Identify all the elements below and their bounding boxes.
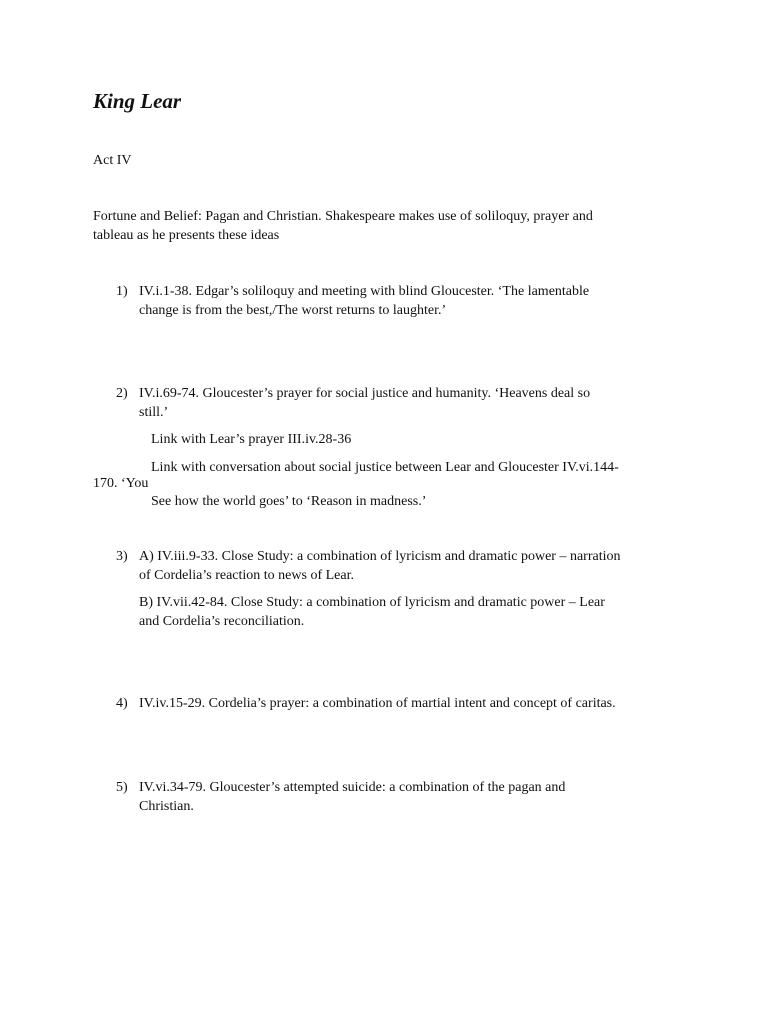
list-text-line: still.’	[139, 405, 169, 420]
link-note-line: 170. ‘You	[93, 476, 149, 491]
list-number: 4)	[116, 696, 128, 711]
act-heading: Act IV	[93, 153, 132, 168]
intro-line-1: Fortune and Belief: Pagan and Christian. Shakespeare makes use of soliloquy, prayer and	[93, 209, 593, 224]
list-text-line: of Cordelia’s reaction to news of Lear.	[139, 568, 354, 583]
list-text-line: and Cordelia’s reconciliation.	[139, 614, 305, 629]
list-text-line: IV.i.1-38. Edgar’s soliloquy and meeting with blind Gloucester. ‘The lamentable	[139, 284, 590, 299]
link-note: Link with Lear’s prayer III.iv.28-36	[151, 432, 352, 447]
document-title: King Lear	[93, 89, 182, 113]
list-text-line: change is from the best,/The worst returns to laughter.’	[139, 303, 447, 318]
list-number: 3)	[116, 549, 128, 564]
list-number: 5)	[116, 780, 128, 795]
link-note-line: Link with conversation about social justice between Lear and Gloucester IV.vi.144-	[151, 460, 619, 475]
list-text-line: A) IV.iii.9-33. Close Study: a combination of lyricism and dramatic power – narration	[139, 549, 621, 564]
list-text-line: B) IV.vii.42-84. Close Study: a combination of lyricism and dramatic power – Lear	[139, 595, 605, 610]
list-text-line: IV.i.69-74. Gloucester’s prayer for social justice and humanity. ‘Heavens deal so	[139, 386, 591, 401]
list-number: 2)	[116, 386, 128, 401]
list-text-line: Christian.	[139, 799, 194, 814]
list-text-line: IV.iv.15-29. Cordelia’s prayer: a combination of martial intent and concept of caritas.	[139, 696, 616, 711]
link-note-line: See how the world goes’ to ‘Reason in madness.’	[151, 494, 427, 509]
list-number: 1)	[116, 284, 128, 299]
list-text-line: IV.vi.34-79. Gloucester’s attempted suicide: a combination of the pagan and	[139, 780, 566, 795]
intro-line-2: tableau as he presents these ideas	[93, 228, 280, 243]
